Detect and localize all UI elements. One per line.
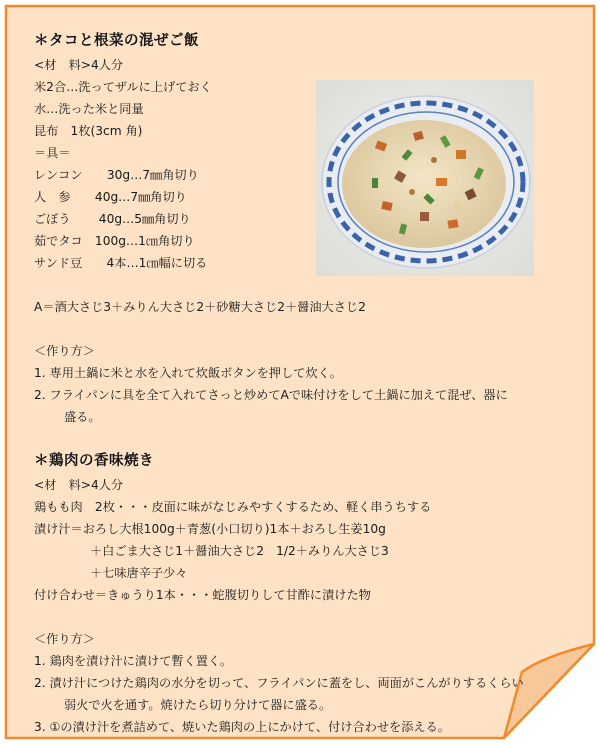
ingredient-line: 鶏もも肉 2枚・・・皮面に味がなじみやすくするため、軽く串うちする [34,500,432,514]
method-step: 2. フライパンに具を全て入れてさっと炒めてAで味付けをして土鍋に加えて混ぜ、器に [34,388,508,402]
ingredient-line: 昆布 1枚(3cm 角) [34,124,143,138]
ingredient-line: 付け合わせ＝きゅうり1本・・・蛇腹切りして甘酢に漬けた物 [34,588,371,602]
ingredient-line: レンコン 30g…7㎜角切り [34,168,199,182]
recipe1-servings: <材 料>4人分 [34,58,124,72]
ingredient-line: ごぼう 40g…5㎜角切り [34,212,191,226]
method-step: 1. 鶏肉を漬け汁に漬けて暫く置く。 [34,654,233,668]
ingredient-line: 米2合…洗ってザルに上げておく [34,80,212,94]
method-step-continuation: 弱火で火を通す。焼けたら切り分けて器に盛る。 [64,698,332,712]
recipe2-servings: <材 料>4人分 [34,478,124,492]
ingredient-line: 漬け汁＝おろし大根100g＋青葱(小口切り)1本＋おろし生姜10g [34,522,386,536]
method-step: 3. ①の漬け汁を煮詰めて、焼いた鶏肉の上にかけて、付け合わせを添える。 [34,720,450,734]
recipe1-method-heading: ＜作り方＞ [34,344,95,358]
ingredient-line: 水…洗った米と同量 [34,102,144,116]
recipe1-title: ＊タコと根菜の混ぜご飯 [34,33,199,49]
recipe2-method-heading: ＜作り方＞ [34,632,95,646]
recipe1-seasoning: A＝酒大さじ3＋みりん大さじ2＋砂糖大さじ2＋醤油大さじ2 [34,300,366,314]
method-step-continuation: 盛る。 [64,410,101,424]
ingredient-line: ＝具＝ [34,146,71,160]
method-step: 2. 漬け汁につけた鶏肉の水分を切って、フライパンに蓋をし、両面がこんがりするくらい [34,676,524,690]
rice-mound [342,120,506,248]
ingredient-line: ＋白ごま大さじ1＋醤油大さじ2 1/2＋みりん大さじ3 [90,544,389,558]
method-step: 1. 専用土鍋に米と水を入れて炊飯ボタンを押して炊く。 [34,366,342,380]
ingredient-line: サンド豆 4本…1㎝幅に切る [34,256,208,270]
recipe2-title: ＊鶏肉の香味焼き [34,453,154,469]
recipe-card [4,4,596,740]
mixed-rice-photo [316,80,534,276]
ingredient-line: ＋七味唐辛子少々 [90,566,188,580]
ingredient-line: 人 参 40g…7㎜角切り [34,190,187,204]
ingredient-line: 茹でタコ 100g…1㎝角切り [34,234,195,248]
